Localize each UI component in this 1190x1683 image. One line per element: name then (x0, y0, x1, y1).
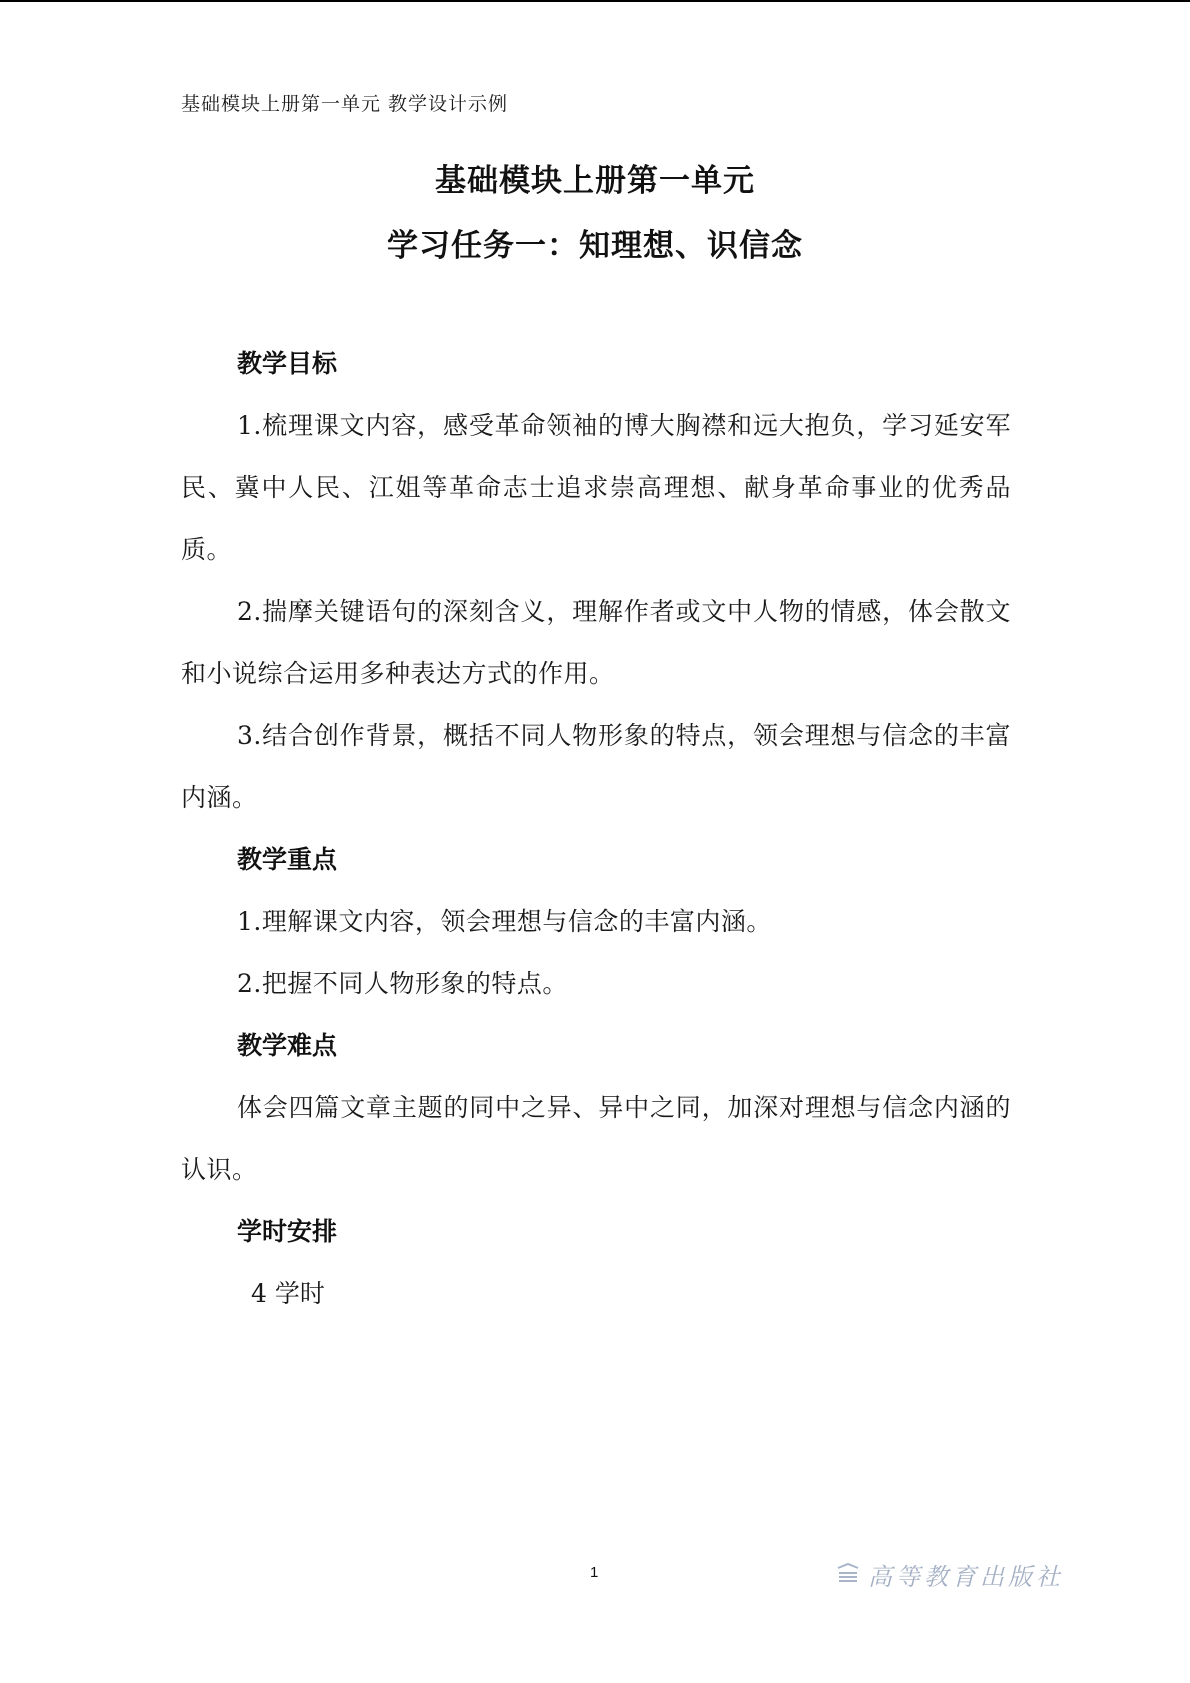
key-point-item-2: 2.把握不同人物形象的特点。 (237, 969, 568, 998)
section-heading-difficulties: 教学难点 (237, 1031, 338, 1060)
main-content (181, 345, 1011, 1325)
section-heading-schedule: 学时安排 (237, 1217, 338, 1246)
objective-item-1: 1.梳理课文内容，感受革命领袖的博大胸襟和远大抱负，学习延安军民、冀中人民、江姐等革命志士追求崇高理想、献身革命事业的优秀品质。 (181, 411, 1011, 564)
document-title: 基础模块上册第一单元 (435, 163, 755, 199)
publisher-mark (836, 1557, 1064, 1592)
running-head: 基础模块上册第一单元 教学设计示例 (181, 93, 509, 115)
key-point-item-1: 1.理解课文内容，领会理想与信念的丰富内涵。 (237, 907, 772, 936)
publisher-logo-icon (836, 1562, 860, 1588)
section-heading-objectives: 教学目标 (237, 349, 338, 378)
document-subtitle: 学习任务一：知理想、识信念 (387, 228, 803, 264)
top-rule (0, 0, 1190, 2)
difficulty-item-1: 体会四篇文章主题的同中之异、异中之同，加深对理想与信念内涵的认识。 (181, 1093, 1011, 1184)
schedule-hours: 4 学时 (251, 1279, 325, 1308)
publisher-name: 高等教育出版社 (868, 1563, 1064, 1591)
section-heading-key-points: 教学重点 (237, 845, 338, 874)
objective-item-3: 3.结合创作背景，概括不同人物形象的特点，领会理想与信念的丰富内涵。 (181, 721, 1011, 812)
page-number: 1 (590, 1564, 599, 1581)
objective-item-2: 2.揣摩关键语句的深刻含义，理解作者或文中人物的情感，体会散文和小说综合运用多种表达方式的作用。 (181, 597, 1011, 688)
